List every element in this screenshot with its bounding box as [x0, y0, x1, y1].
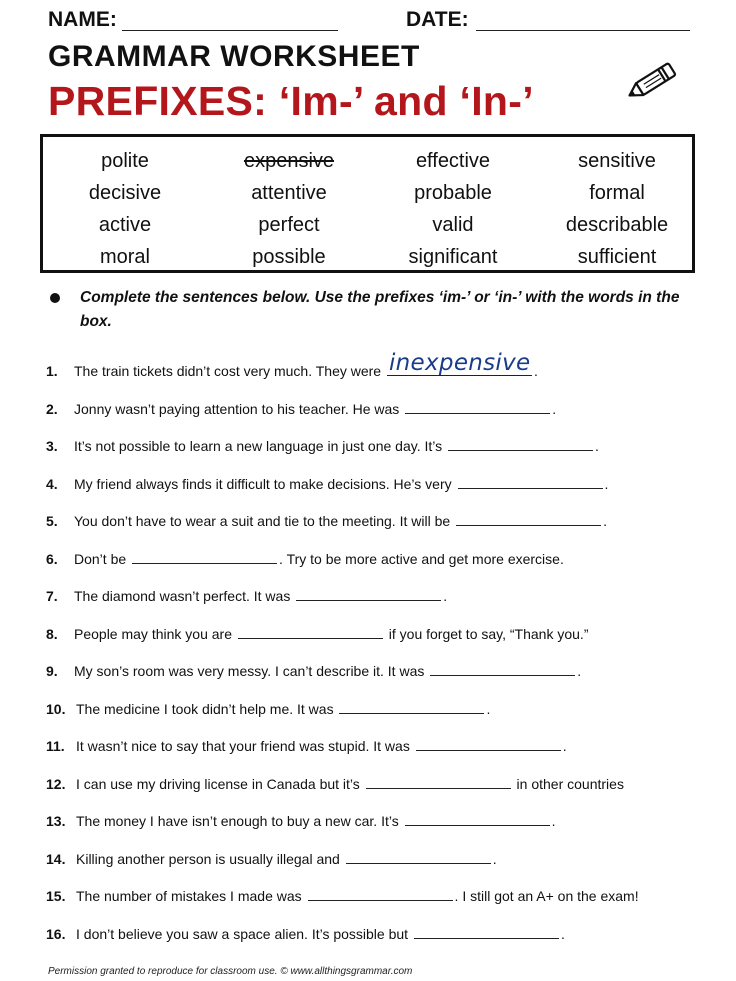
word-box-item: moral	[99, 246, 150, 268]
answer-blank[interactable]	[430, 661, 575, 676]
bullet-icon	[50, 293, 60, 303]
answer-blank[interactable]	[416, 736, 561, 751]
answer-blank[interactable]	[296, 586, 441, 601]
question-text: Don’t be	[74, 550, 127, 567]
question-text: The number of mistakes I made was	[76, 888, 302, 904]
question-text: My friend always finds it difficult to make decisions. He’s very	[74, 475, 452, 492]
question-number: 12.	[46, 775, 66, 792]
question-row	[46, 391, 706, 429]
answer-blank[interactable]	[366, 774, 511, 789]
question-text: You don’t have to wear a suit and tie to the meeting. It will be	[74, 513, 451, 529]
question-number: 14.	[46, 850, 66, 867]
question-number: 10.	[46, 700, 66, 717]
answer-blank[interactable]	[458, 474, 603, 489]
word-box-item: polite	[101, 150, 149, 172]
handwritten-answer: inexpensive	[388, 350, 531, 376]
question-row	[46, 766, 706, 804]
word-box	[40, 134, 695, 273]
question-number: 9.	[46, 663, 58, 679]
word-box-item: describable	[565, 214, 669, 236]
question-number: 15.	[46, 888, 66, 904]
question-row	[46, 691, 706, 729]
question-text-after: .	[595, 438, 599, 454]
question-text: The medicine I took didn’t help me. It was	[76, 700, 334, 717]
word-box-item: effective	[415, 150, 491, 172]
question-number: 4.	[46, 475, 58, 492]
question-text: The money I have isn’t enough to buy a new car. It’s	[76, 813, 399, 829]
question-row	[46, 428, 706, 466]
answer-blank[interactable]	[405, 399, 550, 414]
answer-blank[interactable]	[308, 886, 453, 901]
question-text-after: .	[562, 738, 567, 754]
question-number: 2.	[46, 400, 58, 417]
word-box-item: perfect	[258, 214, 320, 236]
date-label: DATE:	[406, 8, 469, 31]
question-row	[46, 653, 706, 691]
instructions: Complete the sentences below. Use the prefixes ‘im-’ or ‘in-’ with the words in the box.	[80, 289, 680, 330]
question-text-after: .	[533, 363, 538, 379]
word-box-item: formal	[589, 182, 645, 204]
answer-blank[interactable]	[448, 436, 593, 451]
worksheet-subtitle: PREFIXES: ‘Im-’ and ‘In-’	[48, 78, 534, 124]
question-text-after: .	[604, 475, 609, 492]
question-number: 7.	[46, 588, 58, 604]
answer-blank[interactable]	[339, 699, 484, 714]
answer-blank[interactable]	[387, 350, 532, 376]
question-text-after: in other countries	[512, 775, 624, 792]
question-number: 8.	[46, 625, 58, 642]
word-box-item: significant	[408, 246, 498, 268]
question-text: It’s not possible to learn a new language in just one day. It’s	[74, 438, 443, 454]
question-text-after: .	[551, 813, 556, 829]
word-box-item: attentive	[251, 182, 327, 204]
question-text: People may think you are	[74, 625, 232, 642]
question-number: 16.	[46, 925, 66, 942]
question-text-after: .	[443, 588, 448, 604]
name-label: NAME:	[48, 8, 117, 31]
worksheet-title: GRAMMAR WORKSHEET	[48, 40, 420, 73]
date-field[interactable]	[476, 30, 690, 31]
name-field[interactable]	[122, 30, 338, 31]
question-row	[46, 728, 706, 766]
word-box-item: sensitive	[578, 150, 656, 172]
question-text-after: .	[577, 663, 582, 679]
answer-blank[interactable]	[346, 849, 491, 864]
header-row	[48, 8, 698, 36]
question-text: I don’t believe you saw a space alien. It’s possible but	[76, 925, 409, 942]
question-text-after: .	[560, 925, 565, 942]
answer-blank[interactable]	[132, 549, 277, 564]
question-row	[46, 503, 706, 541]
word-box-item: sufficient	[577, 246, 657, 268]
question-text: It wasn’t nice to say that your friend was stupid. It was	[76, 738, 410, 754]
question-text: Jonny wasn’t paying attention to his teacher. He was	[74, 400, 400, 417]
question-row	[46, 578, 706, 616]
question-number: 13.	[46, 813, 66, 829]
question-row	[46, 541, 706, 579]
question-row	[46, 616, 706, 654]
question-text-after: .	[486, 700, 491, 717]
question-text-after: .	[492, 850, 497, 867]
question-number: 3.	[46, 438, 58, 454]
answer-blank[interactable]	[238, 624, 383, 639]
word-box-item: decisive	[88, 182, 162, 204]
question-number: 5.	[46, 513, 58, 529]
question-number: 6.	[46, 550, 58, 567]
question-row	[46, 350, 706, 391]
question-row	[46, 878, 706, 916]
question-text-after: .	[603, 513, 607, 529]
answer-blank[interactable]	[456, 511, 601, 526]
pencil-icon	[624, 58, 682, 106]
question-text: The train tickets didn’t cost very much. They were	[74, 363, 382, 379]
question-row	[46, 803, 706, 841]
question-text: The diamond wasn’t perfect. It was	[74, 588, 291, 604]
question-text: Killing another person is usually illegal and	[76, 850, 340, 867]
answer-blank[interactable]	[414, 924, 559, 939]
question-text-after: .	[552, 400, 557, 417]
question-row	[46, 916, 706, 954]
question-row	[46, 466, 706, 504]
question-text: I can use my driving license in Canada but it’s	[76, 775, 360, 792]
word-grid	[43, 145, 692, 273]
question-text-after: . I still got an A+ on the exam!	[454, 888, 639, 904]
question-text-after: . Try to be more active and get more exercise.	[279, 550, 564, 567]
answer-blank[interactable]	[405, 811, 550, 826]
question-list	[46, 350, 706, 953]
question-number: 11.	[46, 738, 65, 754]
question-row	[46, 841, 706, 879]
footer-permission: Permission granted to reproduce for classroom use. © www.allthingsgrammar.com	[48, 966, 413, 977]
word-box-item: active	[98, 214, 152, 236]
word-box-item: valid	[432, 214, 474, 236]
question-text-after: if you forget to say, “Thank you.”	[384, 625, 589, 642]
question-text: My son’s room was very messy. I can’t describe it. It was	[74, 663, 425, 679]
question-number: 1.	[46, 363, 58, 379]
word-box-item: expensive	[243, 150, 335, 172]
word-box-item: probable	[414, 182, 492, 204]
word-box-item: possible	[252, 246, 326, 268]
